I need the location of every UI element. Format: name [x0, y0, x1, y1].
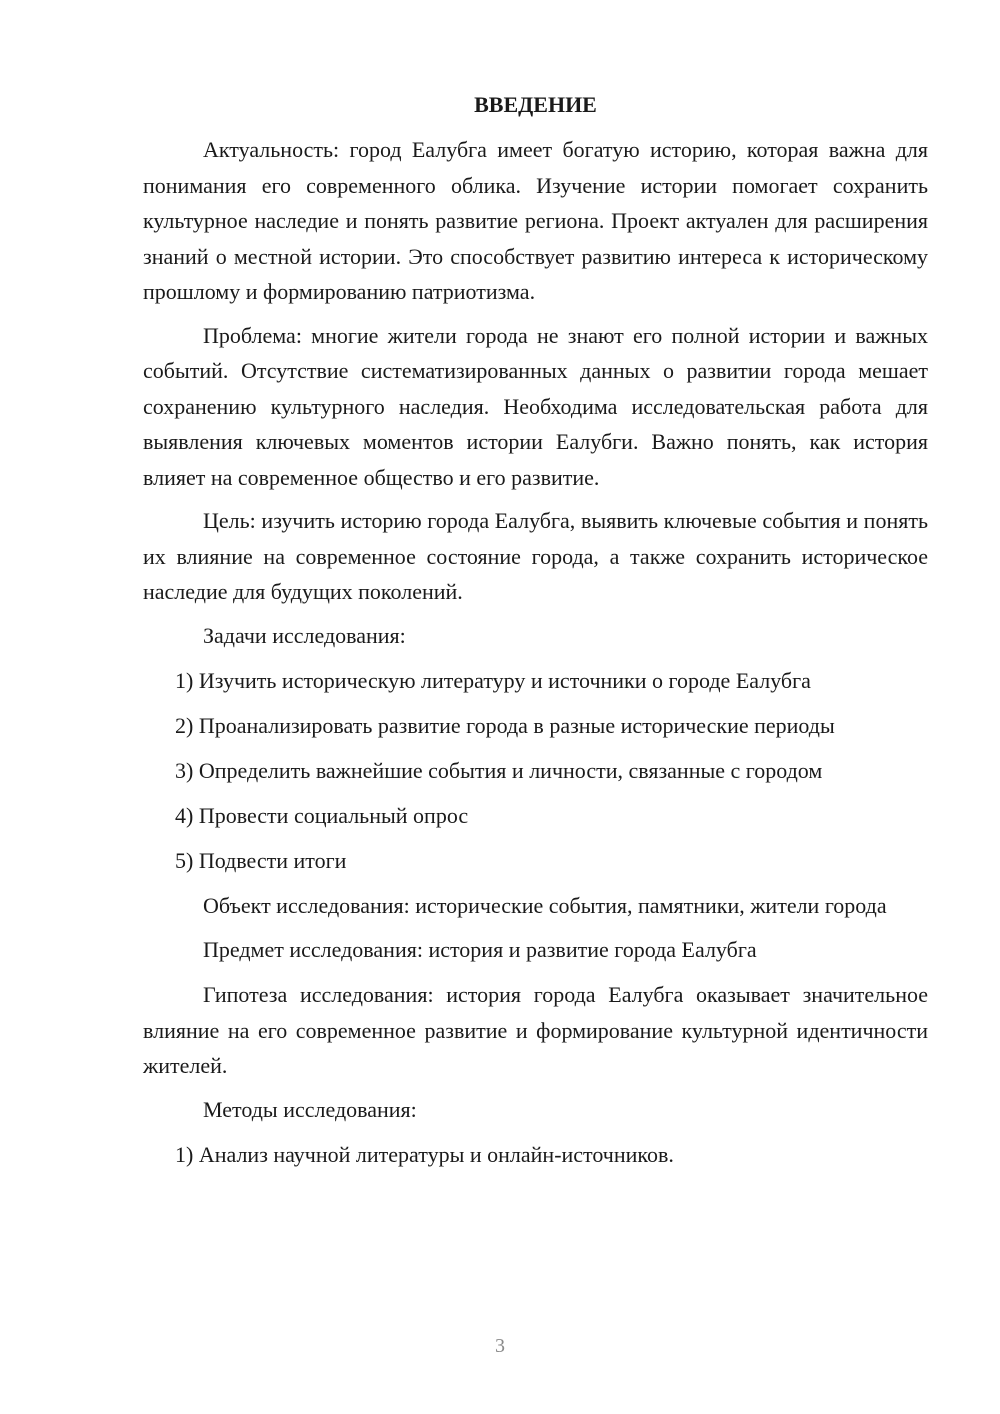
hypothesis-paragraph: Гипотеза исследования: история города Еалубга оказывает значительное влияние на его современное развитие и формирование культурной идентичности жителей.	[143, 982, 928, 1078]
methods-heading: Методы исследования:	[203, 1096, 417, 1122]
list-item: 5) Подвести итоги	[175, 848, 347, 873]
section-title: ВВЕДЕНИЕ	[474, 92, 597, 117]
methods-list	[143, 1137, 928, 1173]
page-number: 3	[495, 1335, 505, 1357]
object-paragraph: Объект исследования: исторические события, памятники, жители города	[203, 893, 887, 918]
list-item: 1) Анализ научной литературы и онлайн-источников.	[175, 1142, 674, 1167]
list-item: 1) Изучить историческую литературу и источники о городе Еалубга	[175, 668, 811, 693]
list-item: 4) Провести социальный опрос	[175, 803, 469, 828]
document-page	[143, 92, 928, 1182]
tasks-heading: Задачи исследования:	[203, 622, 406, 648]
list-item: 2) Проанализировать развитие города в разные исторические периоды	[175, 713, 835, 738]
goal-paragraph: Цель: изучить историю города Еалубга, выявить ключевые события и понять их влияние на современное состояние города, а также сохранить историческое наследие для будущих поколений.	[143, 508, 928, 604]
subject-paragraph: Предмет исследования: история и развитие города Еалубга	[203, 936, 757, 962]
list-item: 3) Определить важнейшие события и личности, связанные с городом	[175, 758, 823, 783]
actuality-paragraph: Актуальность: город Еалубга имеет богатую историю, которая важна для понимания его современного облика. Изучение истории помогает сохранить культурное наследие и понять развитие региона. Проект актуален для расширения знаний о местной истории. Это способствует развитию интереса к историческому прошлому и формированию патриотизма.	[143, 137, 928, 304]
problem-paragraph: Проблема: многие жители города не знают его полной истории и важных событий. Отсутствие систематизированных данных о развитии города мешает сохранению культурного наследия. Необходима исследовательская работа для выявления ключевых моментов истории Еалубги. Важно понять, как история влияет на современное общество и его развитие.	[143, 322, 928, 490]
tasks-list	[143, 663, 928, 879]
